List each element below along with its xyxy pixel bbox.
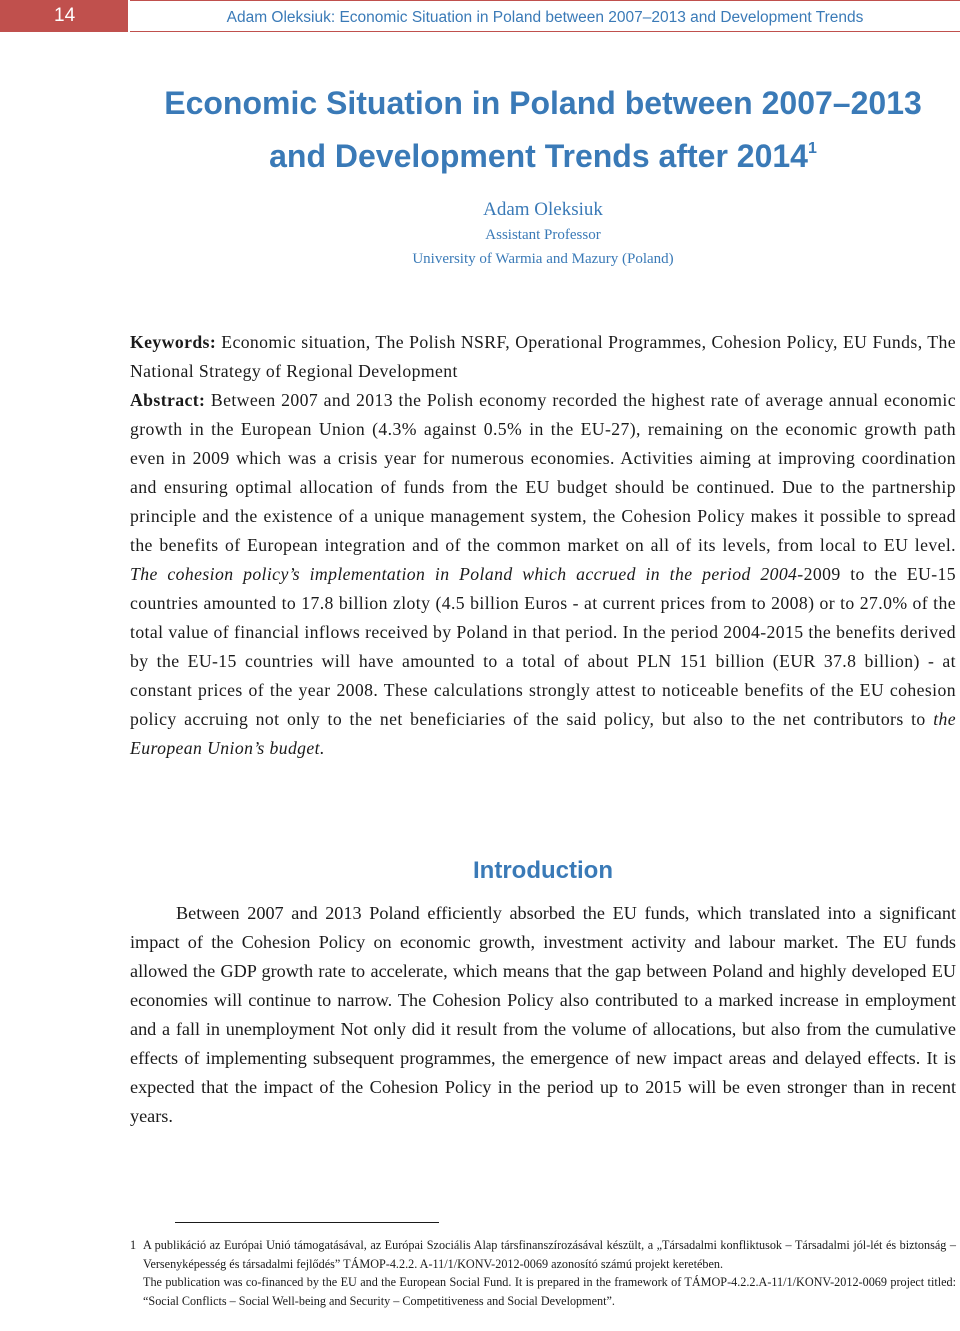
abstract-label: Abstract: [130,390,206,410]
keywords-text: Economic situation, The Polish NSRF, Operational Programmes, Cohesion Policy, EU Funds, The National Strategy of Regional Development [130,332,956,381]
title-line-2 [130,126,956,179]
page-header [0,0,960,34]
keywords-abstract [130,328,956,763]
introduction-text: Between 2007 and 2013 Poland efficiently absorbed the EU funds, which translated into a significant impact of the Cohesion Policy on economic growth, investment activity and labour market. The EU funds allowed the GDP growth rate to accelerate, which means that the gap between Poland and highly developed EU economies will continue to narrow. The Cohesion Policy also contributed to a marked increase in employment and a fall in unemployment Not only did it result from the volume of allocations, but also from the cumulative effects of implementing subsequent programmes, the emergence of new impact areas and delayed effects. It is expected that the impact of the Cohesion Policy in the period up to 2015 will be even stronger than in recent years. [130,903,956,1126]
footnote-hungarian [130,1236,956,1273]
abstract-italic-1: The cohesion policy’s implementation in Poland which accrued in the period 2004- [130,564,804,584]
author-affiliation: University of Warmia and Mazury (Poland) [412,251,674,267]
author-name: Adam Oleksiuk [483,199,603,220]
section-heading-introduction: Introduction [473,857,613,884]
page-number: 14 [0,0,128,32]
abstract-paragraph [130,386,956,763]
abstract-text-2: 2009 to the EU-15 countries amounted to 17.8 billion zloty (4.5 billion Euros - at current prices from to 2008) or to 27.0% of the total value of financial inflows received by Poland in that period. In the period 2004-2015 the benefits derived by the EU-15 countries will have amounted to a total of about PLN 151 billion (EUR 37.8 billion) - at constant prices of the year 2008. These calculations strongly attest to noticeable benefits of the EU cohesion policy accruing not only to the net beneficiaries of the said policy, but also to the net contributors to [130,564,956,729]
footnote-english [130,1273,956,1310]
footnote-text-en: The publication was co-financed by the EU and the European Social Fund. It is prepared in the framework of TÁMOP-4.2.2.A-11/1/KONV-2012-0069 project titled: “Social Conflicts – Social Well-being and Security – Competitiveness and Social Development”. [143,1275,956,1308]
author-position: Assistant Professor [485,227,601,243]
footnote-text-hu: A publikáció az Európai Unió támogatásával, az Európai Szociális Alap társfinanszírozásával készült, a „Társadalmi konfliktusok – Társadalmi jól-lét és biztonság – Versenyképesség és társadalmi fejlődés” TÁMOP-4.2.2. A-11/1/KONV-2012-0069 azonosító számú projekt keretében. [143,1238,956,1271]
footnote [130,1236,956,1310]
footnote-number: 1 [130,1238,137,1252]
author-block [130,197,956,271]
footnote-divider [175,1222,439,1223]
abstract-italic-2: the European Union’s budget. [130,709,956,758]
introduction-paragraph [130,899,956,1131]
title-footnote-marker[interactable]: 1 [807,140,817,157]
abstract-text-1: Between 2007 and 2013 the Polish economy recorded the highest rate of average annual economic growth in the European Union (4.3% against 0.5% in the EU-27), remaining on the economic growth path even in 2009 which was a crisis year for numerous economies. Activities aiming at improving coordination and ensuring optimal allocation of funds from the EU budget should be continued. Due to the partnership principle and the existence of a unique management system, the Cohesion Policy makes it possible to spread the benefits of European integration and of the common market on all of its levels, from local to EU level. [130,390,956,555]
keywords-label: Keywords: [130,332,217,352]
title-line-1: Economic Situation in Poland between 2007–2013 [164,85,922,121]
title-line-2-text: and Development Trends after 2014 [269,138,808,174]
keywords-paragraph [130,328,956,386]
article-title [130,80,956,179]
running-head: Adam Oleksiuk: Economic Situation in Poland between 2007–2013 and Development Trends [130,0,960,32]
